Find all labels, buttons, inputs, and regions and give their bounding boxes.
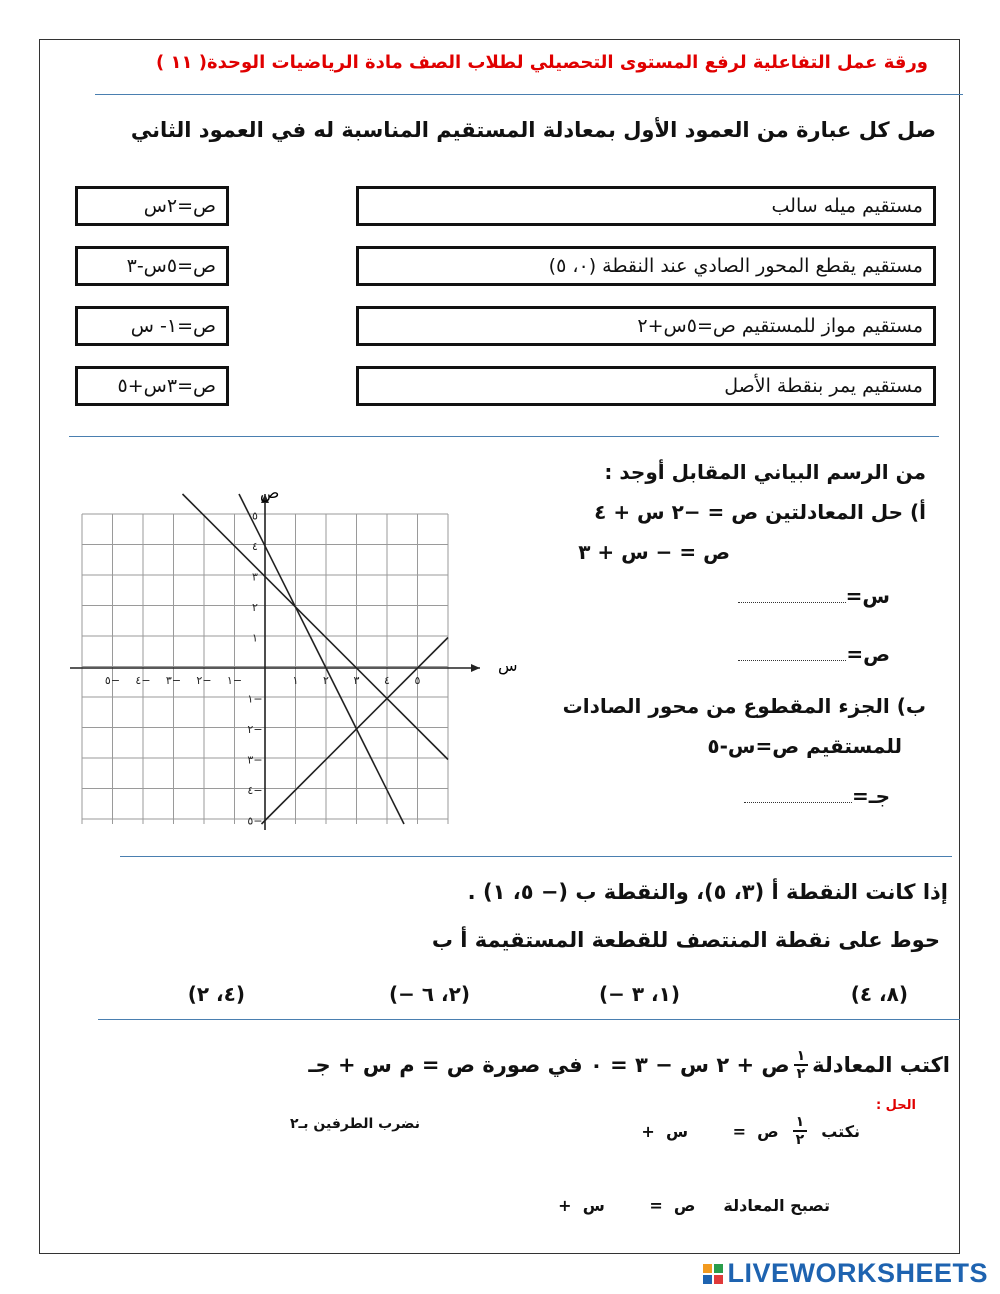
step1-write: نكتب (821, 1121, 860, 1141)
x-tick-label: ٢ (323, 674, 329, 687)
x-tick-label: ١ (292, 674, 299, 687)
midpoint-question-line1: إذا كانت النقطة أ (٣، ٥)، والنقطة ب (− ٥، ١) . (467, 880, 948, 904)
c-answer-blank[interactable] (744, 802, 852, 803)
y-tick-label: ٤− (247, 784, 263, 797)
y-answer-blank[interactable] (738, 660, 846, 661)
equation-text: ص=٥س-٣ (126, 255, 216, 277)
series-line-2 (183, 494, 449, 760)
x-axis-arrow-icon (471, 664, 480, 672)
multiply-note: نضرب الطرفين بـ٢ (289, 1116, 420, 1132)
y-tick-label: ٢ (252, 601, 258, 614)
x-tick-label: ٥ (414, 674, 421, 687)
equation-box[interactable] (75, 186, 229, 226)
step1-rest: ص = س + (641, 1121, 779, 1141)
statement-box[interactable] (356, 186, 936, 226)
graph-question-intro: من الرسم البياني المقابل أوجد : (604, 460, 926, 484)
c-answer-label: جـ= (851, 784, 890, 808)
step2-label: تصبح المعادلة (723, 1196, 830, 1215)
part-b-line: للمستقيم ص=س-٥ (707, 734, 902, 758)
series-line-1 (239, 494, 404, 824)
x-tick-label: ٥− (104, 674, 121, 687)
x-tick-label: ٤ (384, 674, 390, 687)
x-tick-label: ٢− (196, 674, 212, 687)
rewrite-suffix: ص + ٢ س − ٣ = ٠ في صورة ص = م س + جـ (308, 1053, 790, 1077)
equation-box[interactable] (75, 366, 229, 406)
statement-box[interactable] (356, 366, 936, 406)
statement-box[interactable] (356, 246, 936, 286)
x-tick-label: ٣ (353, 674, 360, 687)
y-tick-label: ١ (252, 631, 258, 645)
y-tick-label: ٣ (252, 570, 258, 584)
y-tick-label: ١− (247, 692, 263, 706)
fraction-numerator: ١ (794, 1048, 809, 1066)
x-tick-label: ٤− (135, 674, 151, 687)
midpoint-option[interactable]: (٨، ٤) (850, 982, 908, 1006)
part-b-text: ب) الجزء المقطوع من محور الصادات (562, 694, 926, 718)
c-answer-row (742, 784, 890, 808)
coordinate-graph (60, 480, 518, 830)
solution-step-1 (641, 1114, 860, 1148)
x-axis-label: س (498, 656, 518, 675)
rewrite-question (308, 1048, 950, 1082)
equation-box[interactable] (75, 306, 229, 346)
equation-text: ص=٢س (143, 195, 216, 217)
y-tick-label: ٥ (252, 509, 258, 523)
equation-text: ص=٣س+٥ (117, 375, 216, 397)
part-a-equation-2: ص = − س + ٣ (578, 540, 730, 564)
liveworksheets-logo (703, 1258, 988, 1289)
step2-rest: ص = س + (558, 1196, 696, 1215)
x-answer-blank[interactable] (738, 602, 846, 603)
worksheet-title: ورقة عمل التفاعلية لرفع المستوى التحصيلي لطلاب الصف مادة الرياضيات الوحدة( ١١ ) (156, 52, 928, 73)
part-a-text: أ) حل المعادلتين ص = −٢ س + ٤ (594, 500, 926, 524)
statement-text: مستقيم مواز للمستقيم ص=٥س+٢ (637, 315, 923, 337)
fraction-numerator: ١ (793, 1114, 808, 1132)
fraction-denominator: ٢ (796, 1066, 806, 1082)
matching-instruction: صل كل عبارة من العمود الأول بمعادلة المستقيم المناسبة له في العمود الثاني (130, 118, 936, 142)
y-tick-label: ٤ (252, 540, 258, 553)
midpoint-option[interactable]: (− ١، ٣) (598, 982, 680, 1006)
y-answer-label: ص= (846, 642, 890, 666)
midpoint-option[interactable]: (٤، ٢) (187, 982, 245, 1006)
statement-text: مستقيم يقطع المحور الصادي عند النقطة (٠، ٥) (548, 255, 923, 277)
fraction-half (794, 1048, 809, 1082)
divider (98, 1019, 960, 1020)
logo-mark-icon (703, 1264, 723, 1284)
y-answer-row (736, 642, 890, 666)
x-tick-label: ٣− (165, 674, 182, 687)
statement-box[interactable] (356, 306, 936, 346)
y-tick-label: ٣− (247, 753, 263, 767)
midpoint-question-line2: حوط على نقطة المنتصف للقطعة المستقيمة أ ب (431, 928, 940, 952)
x-answer-label: س= (845, 584, 890, 608)
divider (69, 436, 939, 437)
rewrite-prefix: اكتب المعادلة (812, 1053, 950, 1077)
fraction-half (793, 1114, 808, 1148)
divider (120, 856, 952, 857)
fraction-denominator: ٢ (795, 1132, 805, 1148)
logo-text: LIVEWORKSHEETS (727, 1258, 988, 1288)
y-tick-label: ٢− (247, 723, 263, 736)
solution-step-2 (558, 1196, 830, 1215)
x-tick-label: ١− (226, 674, 243, 687)
statement-text: مستقيم ميله سالب (771, 195, 923, 217)
y-tick-label: ٥− (247, 814, 263, 828)
midpoint-option[interactable]: (− ٢، ٦) (388, 982, 470, 1006)
statement-text: مستقيم يمر بنقطة الأصل (724, 375, 923, 397)
y-axis-label: ص (260, 483, 280, 502)
solution-label: الحل : (875, 1098, 916, 1113)
x-answer-row (736, 584, 890, 608)
divider (95, 94, 963, 95)
equation-box[interactable] (75, 246, 229, 286)
equation-text: ص=١- س (130, 315, 216, 337)
